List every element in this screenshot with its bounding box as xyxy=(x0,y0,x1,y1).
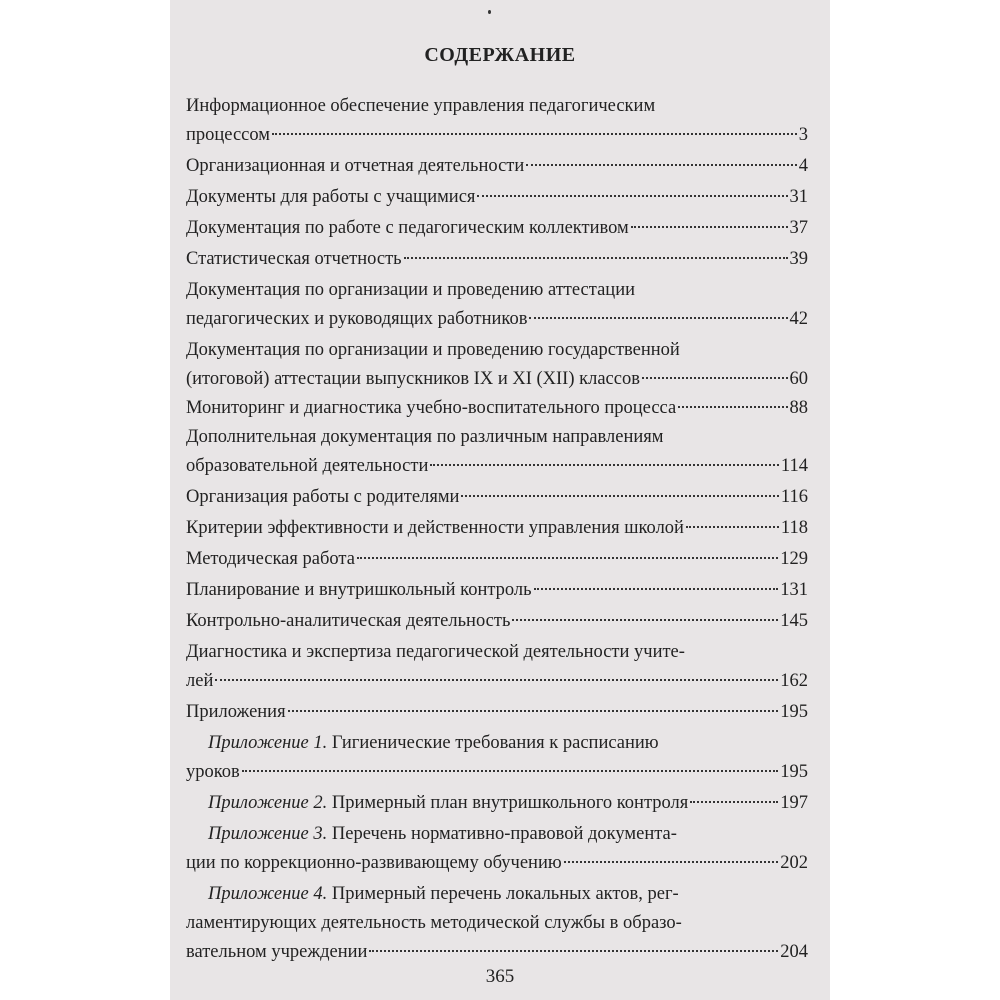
dot-leader xyxy=(631,226,788,228)
toc-entry-line: Гигиенические требования к расписанию xyxy=(327,733,659,753)
appendix-label: Приложение 4. xyxy=(208,884,328,904)
dot-leader xyxy=(526,164,796,166)
toc-entry-title: (итоговой) аттестации выпускников IX и XI (XII) классов xyxy=(186,369,640,389)
appendix-label: Приложение 1. xyxy=(208,733,328,753)
dot-leader xyxy=(461,495,778,497)
toc-entry-title: Документация по работе с педагогическим коллективом xyxy=(186,218,629,238)
toc-entry xyxy=(186,423,808,481)
dot-leader xyxy=(686,526,779,528)
toc-page-number: 197 xyxy=(780,793,808,813)
toc-entry-title: ции по коррекционно-развивающему обучению xyxy=(186,853,562,873)
dot-leader xyxy=(529,317,787,319)
toc-entry-line: Дополнительная документация по различным направлениям xyxy=(186,427,664,447)
dot-leader xyxy=(477,195,787,197)
toc-entry xyxy=(186,483,808,512)
toc-entry-title: уроков xyxy=(186,762,240,782)
toc-entry xyxy=(186,183,808,212)
toc-page-number: 195 xyxy=(780,702,808,722)
toc-entry-line: Диагностика и экспертиза педагогической деятельности учите- xyxy=(186,642,685,662)
toc-entry xyxy=(186,698,808,727)
toc-appendix-entry xyxy=(186,820,808,878)
dot-leader xyxy=(369,950,778,952)
toc-page-number: 162 xyxy=(780,671,808,691)
toc-entry-title: вательном учреждении xyxy=(186,942,368,962)
toc-page-number: 204 xyxy=(780,942,808,962)
toc-entry xyxy=(186,638,808,696)
dot-leader xyxy=(215,679,778,681)
toc-page-number: 131 xyxy=(780,580,808,600)
toc-entry xyxy=(186,607,808,636)
toc-entry-line: Перечень нормативно-правовой документа- xyxy=(327,824,677,844)
dot-leader xyxy=(642,377,788,379)
page-number: 365 xyxy=(485,966,515,987)
toc-entry-line: Информационное обеспечение управления педагогическим xyxy=(186,96,656,116)
toc-entry xyxy=(186,514,808,543)
dot-leader xyxy=(534,588,779,590)
toc-entry xyxy=(186,276,808,334)
toc-entry-title: Приложения xyxy=(186,702,286,722)
toc-entry-title: процессом xyxy=(186,125,270,145)
dot-leader xyxy=(678,406,787,408)
dot-leader xyxy=(404,257,788,259)
toc-entry-title: Примерный план внутришкольного контроля xyxy=(327,793,689,813)
toc-page-number: 31 xyxy=(789,187,808,207)
toc-page-number: 37 xyxy=(789,218,808,238)
toc-page-number: 195 xyxy=(780,762,808,782)
toc-entry-title: лей xyxy=(186,671,214,691)
toc-entry xyxy=(186,245,808,274)
toc-page-number: 129 xyxy=(780,549,808,569)
toc-entry-line: ламентирующих деятельность методической службы в образо- xyxy=(186,913,682,933)
toc-entry xyxy=(186,336,808,394)
ink-speck xyxy=(488,10,491,14)
toc-entry-title: Критерии эффективности и действенности управления школой xyxy=(186,518,684,538)
table-of-contents xyxy=(186,92,808,967)
appendix-label: Приложение 3. xyxy=(208,824,328,844)
toc-page-number: 39 xyxy=(789,249,808,269)
toc-page-number: 145 xyxy=(780,611,808,631)
toc-entry-title: Контрольно-аналитическая деятельность xyxy=(186,611,511,631)
dot-leader xyxy=(242,770,778,772)
toc-page-number: 4 xyxy=(798,156,808,176)
toc-page-number: 88 xyxy=(789,398,808,418)
dot-leader xyxy=(272,133,797,135)
toc-entry xyxy=(186,152,808,181)
dot-leader xyxy=(357,557,778,559)
toc-entry xyxy=(186,394,808,423)
toc-entry-line: Документация по организации и проведению государственной xyxy=(186,340,680,360)
toc-appendix-entry xyxy=(186,880,808,967)
toc-entry xyxy=(186,576,808,605)
appendix-label: Приложение 2. xyxy=(208,793,328,813)
dot-leader xyxy=(430,464,779,466)
toc-page-number: 118 xyxy=(780,518,808,538)
toc-entry-line: Документация по организации и проведению аттестации xyxy=(186,280,635,300)
toc-page-number: 60 xyxy=(789,369,808,389)
toc-entry-title: Методическая работа xyxy=(186,549,355,569)
toc-page-number: 116 xyxy=(780,487,808,507)
toc-entry-title: педагогических и руководящих работников xyxy=(186,309,528,329)
toc-page-number: 3 xyxy=(798,125,808,145)
toc-page-number: 202 xyxy=(780,853,808,873)
toc-entry-title: Планирование и внутришкольный контроль xyxy=(186,580,532,600)
toc-entry-title: Организационная и отчетная деятельности xyxy=(186,156,525,176)
dot-leader xyxy=(512,619,778,621)
toc-page-number: 42 xyxy=(789,309,808,329)
toc-entry xyxy=(186,92,808,150)
toc-entry-title: Мониторинг и диагностика учебно-воспитательного процесса xyxy=(186,398,677,418)
toc-entry-title: Статистическая отчетность xyxy=(186,249,402,269)
toc-entry xyxy=(186,214,808,243)
toc-page-number: 114 xyxy=(780,456,808,476)
toc-entry xyxy=(186,545,808,574)
toc-entry-line: Примерный перечень локальных актов, рег- xyxy=(327,884,679,904)
toc-entry-title: образовательной деятельности xyxy=(186,456,429,476)
dot-leader xyxy=(690,801,778,803)
toc-appendix-entry xyxy=(186,729,808,787)
toc-entry-title: Документы для работы с учащимися xyxy=(186,187,476,207)
dot-leader xyxy=(564,861,779,863)
page-title: СОДЕРЖАНИЕ xyxy=(424,44,576,66)
dot-leader xyxy=(288,710,779,712)
toc-entry-title: Организация работы с родителями xyxy=(186,487,460,507)
toc-appendix-entry xyxy=(186,789,808,818)
